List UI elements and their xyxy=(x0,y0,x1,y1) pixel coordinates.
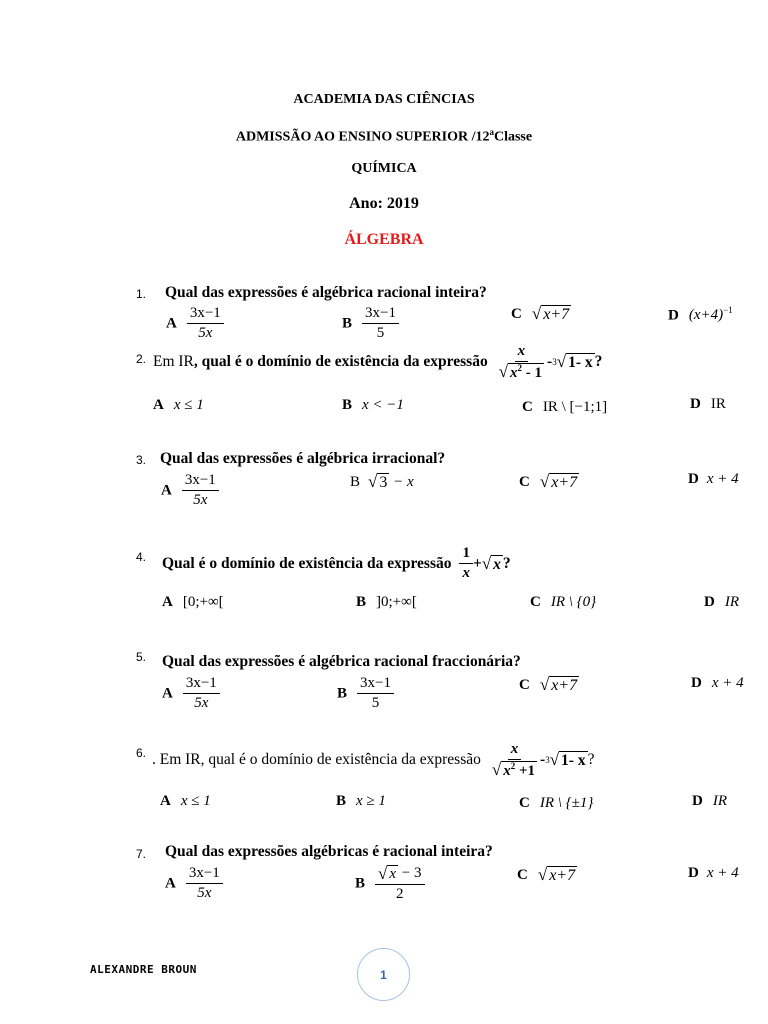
option-label: B xyxy=(336,793,347,809)
option-label: A xyxy=(160,793,171,809)
option-label: C xyxy=(511,306,522,322)
question-number: 7. xyxy=(136,847,147,861)
numerator-rest: − 3 xyxy=(398,865,422,882)
author-name: ALEXANDRE BROUN xyxy=(90,963,197,976)
option-c xyxy=(522,398,607,416)
option-b xyxy=(342,305,399,343)
fraction xyxy=(182,472,219,510)
option-label: C xyxy=(530,594,541,610)
denominator: 5x xyxy=(194,695,209,712)
radicand-base: x xyxy=(510,365,518,382)
option-expr: x + 4 xyxy=(711,675,744,691)
fraction xyxy=(183,675,220,713)
option-expr: x + 4 xyxy=(706,471,739,487)
question-number: 1. xyxy=(136,287,147,301)
denominator: 5x xyxy=(193,492,208,509)
option-c xyxy=(519,676,579,695)
question-number: 5. xyxy=(136,650,147,664)
option-b xyxy=(355,865,425,903)
option-d xyxy=(688,864,739,882)
denominator: 5 xyxy=(376,325,385,342)
option-label: B xyxy=(356,594,367,610)
option-a xyxy=(162,593,224,611)
exam-title-end: Classe xyxy=(493,129,533,145)
fraction xyxy=(459,545,473,583)
option-b xyxy=(337,675,394,713)
option-expr: x + 4 xyxy=(706,865,739,881)
option-b xyxy=(336,792,386,810)
radicand: 3 xyxy=(379,474,388,492)
radicand: x xyxy=(493,555,501,573)
question-end: ? xyxy=(502,554,511,572)
option-expr: x ≤ 1 xyxy=(173,397,204,413)
option-d xyxy=(692,792,727,810)
sqrt: √ x+7 xyxy=(539,472,578,492)
numerator: 3x−1 xyxy=(182,472,219,491)
fraction xyxy=(375,865,424,903)
option-label: C xyxy=(522,399,533,415)
option-label: D xyxy=(668,307,679,324)
option-expr: IR \ {±1} xyxy=(539,795,594,811)
numerator: x xyxy=(515,343,529,362)
numerator: 3x−1 xyxy=(362,305,399,324)
option-c xyxy=(519,794,593,812)
option-d xyxy=(704,593,739,611)
question-text: Qual das expressões é algébrica racional inteira? xyxy=(165,284,487,301)
radicand: x+7 xyxy=(551,677,578,695)
option-d xyxy=(688,470,739,488)
radicand: x+7 xyxy=(549,867,576,885)
option-label: A xyxy=(162,685,173,702)
year-title: Ano: 2019 xyxy=(349,195,419,212)
sqrt: √ $x^2 - 1$ xyxy=(498,362,543,382)
option-label: A xyxy=(166,315,177,332)
plus: + xyxy=(472,554,482,572)
exam-title-sup: a xyxy=(489,127,494,137)
fraction xyxy=(362,305,399,343)
numerator: 1 xyxy=(459,545,473,564)
radicand: 1- x xyxy=(561,752,586,770)
denominator: 5x xyxy=(197,885,212,902)
denominator xyxy=(489,760,540,780)
option-label: A xyxy=(161,482,172,499)
question-number: 6. xyxy=(136,746,147,760)
option-expr: IR \ {0} xyxy=(550,594,597,610)
question-text xyxy=(162,545,511,583)
institution-title: ACADEMIA DAS CIÊNCIAS xyxy=(293,92,475,107)
option-expr: x ≥ 1 xyxy=(356,793,386,809)
option-label: D xyxy=(691,675,702,691)
page-number: 1 xyxy=(357,948,410,1001)
numerator: 3x−1 xyxy=(183,675,220,694)
cube-root-index: 3 xyxy=(545,755,550,766)
radicand-rest: +1 xyxy=(515,763,536,780)
numerator: x xyxy=(508,741,522,760)
exam-title-text: ADMISSÃO AO ENSINO SUPERIOR /12 xyxy=(235,129,490,145)
denominator: 5x xyxy=(198,325,213,342)
option-c xyxy=(519,473,579,492)
option-expr: IR xyxy=(712,793,728,809)
denominator xyxy=(496,362,547,382)
option-expr: (x+4) xyxy=(688,307,724,324)
option-a xyxy=(153,396,204,414)
question-text: Qual das expressões algébricas é racional inteira? xyxy=(165,843,493,860)
radicand xyxy=(501,761,537,780)
radicand: x+7 xyxy=(551,474,578,492)
question-end: ? xyxy=(594,353,603,371)
option-label: B xyxy=(355,875,366,892)
option-label: A xyxy=(162,594,173,610)
question-text-main: Qual é o domínio de existência da expressão xyxy=(162,554,452,572)
option-c xyxy=(511,305,571,324)
option-b xyxy=(342,396,404,414)
option-label: B xyxy=(337,685,348,702)
denominator: 2 xyxy=(396,885,404,902)
fraction xyxy=(357,675,394,713)
question-number: 2. xyxy=(136,352,147,366)
question-text xyxy=(153,343,602,382)
option-label: C xyxy=(519,795,530,811)
numerator: 3x−1 xyxy=(186,865,223,884)
radicand-base: x xyxy=(503,763,511,780)
option-label: C xyxy=(519,474,530,490)
option-expr: IR \ [−1;1] xyxy=(542,399,608,415)
option-expr: ]0;+∞[ xyxy=(376,594,417,610)
option-label: B xyxy=(342,397,353,413)
option-sup: −1 xyxy=(723,305,733,315)
radicand: x+7 xyxy=(543,306,570,324)
sqrt: √ $x^2 +1$ xyxy=(491,760,536,780)
subject-title: QUÍMICA xyxy=(351,161,417,176)
radicand-rest: - 1 xyxy=(522,365,543,382)
question-text: Qual das expressões é algébrica irracional? xyxy=(160,450,446,467)
minus: - xyxy=(540,751,546,769)
radicand xyxy=(508,363,544,382)
option-expr: x < −1 xyxy=(362,397,404,413)
denominator: x xyxy=(462,565,470,582)
cube-root: √ 1- x xyxy=(549,750,586,770)
option-label: B xyxy=(342,315,353,332)
option-label: C xyxy=(517,867,528,883)
option-b xyxy=(356,593,417,611)
option-label: D xyxy=(704,594,715,610)
option-label: D xyxy=(692,793,703,809)
option-expr: IR xyxy=(724,594,740,610)
question-text-main: . Em IR, qual é o domínio de existência da expressão xyxy=(152,751,481,769)
option-a xyxy=(160,792,211,810)
question-text-a: Em IR xyxy=(153,353,194,371)
numerator: 3x−1 xyxy=(357,675,394,694)
option-d xyxy=(691,674,744,692)
fraction xyxy=(496,343,547,382)
option-label: D xyxy=(688,471,699,487)
sqrt: √ 3 xyxy=(368,472,388,492)
sqrt: √ x+7 xyxy=(539,675,578,695)
exam-title xyxy=(0,127,768,146)
option-label: A xyxy=(153,397,164,413)
option-label: D xyxy=(688,865,699,881)
option-expr: [0;+∞[ xyxy=(182,594,224,610)
option-a xyxy=(161,472,219,510)
radicand-sup: 2 xyxy=(510,761,516,772)
section-title: ÁLGEBRA xyxy=(344,231,424,248)
option-label: B xyxy=(350,474,361,490)
radicand: x xyxy=(389,866,397,882)
fraction xyxy=(489,741,540,780)
fraction xyxy=(186,865,223,903)
option-label: A xyxy=(165,875,176,892)
sqrt: √ x+7 xyxy=(531,304,570,324)
minus: - xyxy=(547,353,553,371)
numerator: 3x−1 xyxy=(187,305,224,324)
question-number: 3. xyxy=(136,453,147,467)
option-expr: − x xyxy=(389,474,414,490)
option-c xyxy=(517,866,577,885)
sqrt: √ x xyxy=(378,864,397,883)
option-b xyxy=(350,473,414,492)
option-a xyxy=(162,675,220,713)
radicand-sup: 2 xyxy=(517,363,523,374)
option-d xyxy=(690,395,726,413)
question-text: Qual das expressões é algébrica racional fraccionária? xyxy=(162,653,521,670)
fraction xyxy=(187,305,224,343)
question-text-b: , qual é o domínio de existência da expressão xyxy=(193,353,488,371)
sqrt: √ x+7 xyxy=(537,865,576,885)
option-expr: IR xyxy=(710,396,726,412)
cube-root-index: 3 xyxy=(552,357,557,368)
cube-root: √ 1- x xyxy=(556,352,593,372)
question-text xyxy=(152,741,594,780)
question-number: 4. xyxy=(136,550,147,564)
option-a xyxy=(165,865,223,903)
option-c xyxy=(530,593,596,611)
radicand: 1- x xyxy=(568,354,593,372)
question-end: ? xyxy=(587,751,595,769)
sqrt: √ x xyxy=(481,553,501,573)
option-a xyxy=(166,305,224,343)
denominator: 5 xyxy=(371,695,380,712)
numerator xyxy=(375,865,424,885)
option-d xyxy=(668,305,733,324)
option-label: C xyxy=(519,677,530,693)
option-label: D xyxy=(690,396,701,412)
option-expr: x ≤ 1 xyxy=(180,793,211,809)
